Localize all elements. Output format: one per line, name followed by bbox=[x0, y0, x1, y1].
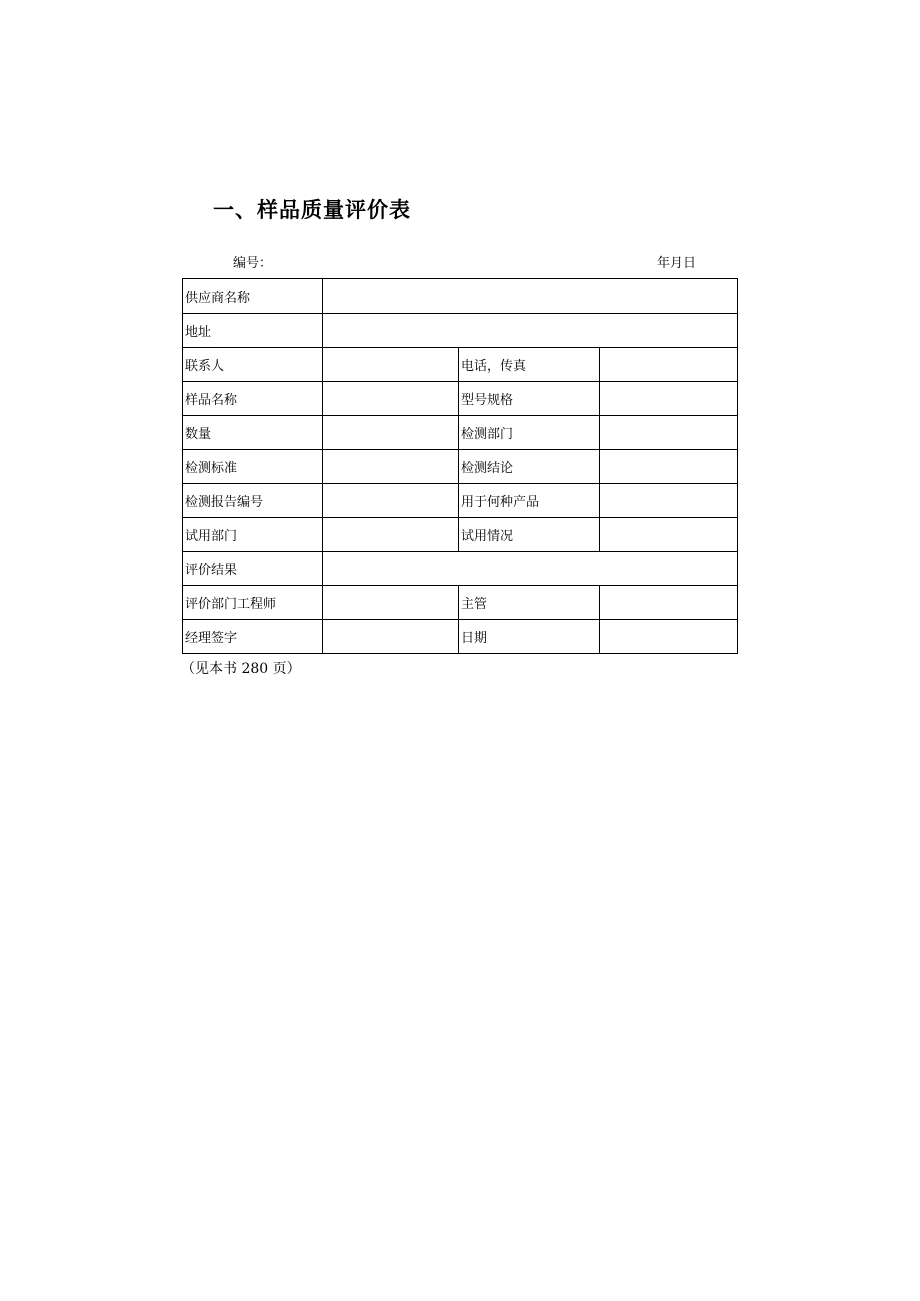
field-label-evaluation-result: 评价结果 bbox=[183, 552, 323, 586]
field-value-report-number[interactable] bbox=[323, 484, 459, 518]
field-label-quantity: 数量 bbox=[183, 416, 323, 450]
field-value-supervisor[interactable] bbox=[600, 586, 738, 620]
field-label-trial-department: 试用部门 bbox=[183, 518, 323, 552]
footnote: （见本书 280 页） bbox=[181, 661, 301, 677]
field-label-contact: 联系人 bbox=[183, 348, 323, 382]
field-label-supervisor: 主管 bbox=[459, 586, 600, 620]
field-label-test-conclusion: 检测结论 bbox=[459, 450, 600, 484]
field-value-contact[interactable] bbox=[323, 348, 459, 382]
field-value-test-conclusion[interactable] bbox=[600, 450, 738, 484]
field-value-test-standard[interactable] bbox=[323, 450, 459, 484]
field-label-date: 日期 bbox=[459, 620, 600, 654]
table-row bbox=[183, 484, 738, 518]
number-label: 编号： bbox=[233, 256, 273, 271]
field-label-test-department: 检测部门 bbox=[459, 416, 600, 450]
table-row bbox=[183, 620, 738, 654]
field-value-quantity[interactable] bbox=[323, 416, 459, 450]
field-value-evaluation-result[interactable] bbox=[323, 552, 738, 586]
table-row bbox=[183, 552, 738, 586]
field-label-report-number: 检测报告编号 bbox=[183, 484, 323, 518]
field-value-supplier-name[interactable] bbox=[323, 279, 738, 314]
field-label-sample-name: 样品名称 bbox=[183, 382, 323, 416]
field-value-date[interactable] bbox=[600, 620, 738, 654]
evaluation-table bbox=[182, 278, 738, 654]
field-value-sample-name[interactable] bbox=[323, 382, 459, 416]
field-value-evaluation-engineer[interactable] bbox=[323, 586, 459, 620]
field-label-intended-product: 用于何种产品 bbox=[459, 484, 600, 518]
field-label-trial-status: 试用情况 bbox=[459, 518, 600, 552]
field-value-manager-signature[interactable] bbox=[323, 620, 459, 654]
field-value-model-spec[interactable] bbox=[600, 382, 738, 416]
field-value-intended-product[interactable] bbox=[600, 484, 738, 518]
page-title: 一、样品质量评价表 bbox=[213, 198, 411, 222]
table-row bbox=[183, 279, 738, 314]
field-label-supplier-name: 供应商名称 bbox=[183, 279, 323, 314]
table-row bbox=[183, 348, 738, 382]
field-label-model-spec: 型号规格 bbox=[459, 382, 600, 416]
field-label-manager-signature: 经理签字 bbox=[183, 620, 323, 654]
table-row bbox=[183, 518, 738, 552]
table-row bbox=[183, 382, 738, 416]
table-row bbox=[183, 416, 738, 450]
field-label-address: 地址 bbox=[183, 314, 323, 348]
field-value-phone-fax[interactable] bbox=[600, 348, 738, 382]
field-label-test-standard: 检测标准 bbox=[183, 450, 323, 484]
field-value-trial-department[interactable] bbox=[323, 518, 459, 552]
table-row bbox=[183, 450, 738, 484]
field-value-trial-status[interactable] bbox=[600, 518, 738, 552]
field-label-phone-fax: 电话，传真 bbox=[459, 348, 600, 382]
field-value-test-department[interactable] bbox=[600, 416, 738, 450]
date-label: 年月日 bbox=[657, 256, 697, 271]
field-label-evaluation-engineer: 评价部门工程师 bbox=[183, 586, 323, 620]
table-row bbox=[183, 314, 738, 348]
field-value-address[interactable] bbox=[323, 314, 738, 348]
table-row bbox=[183, 586, 738, 620]
